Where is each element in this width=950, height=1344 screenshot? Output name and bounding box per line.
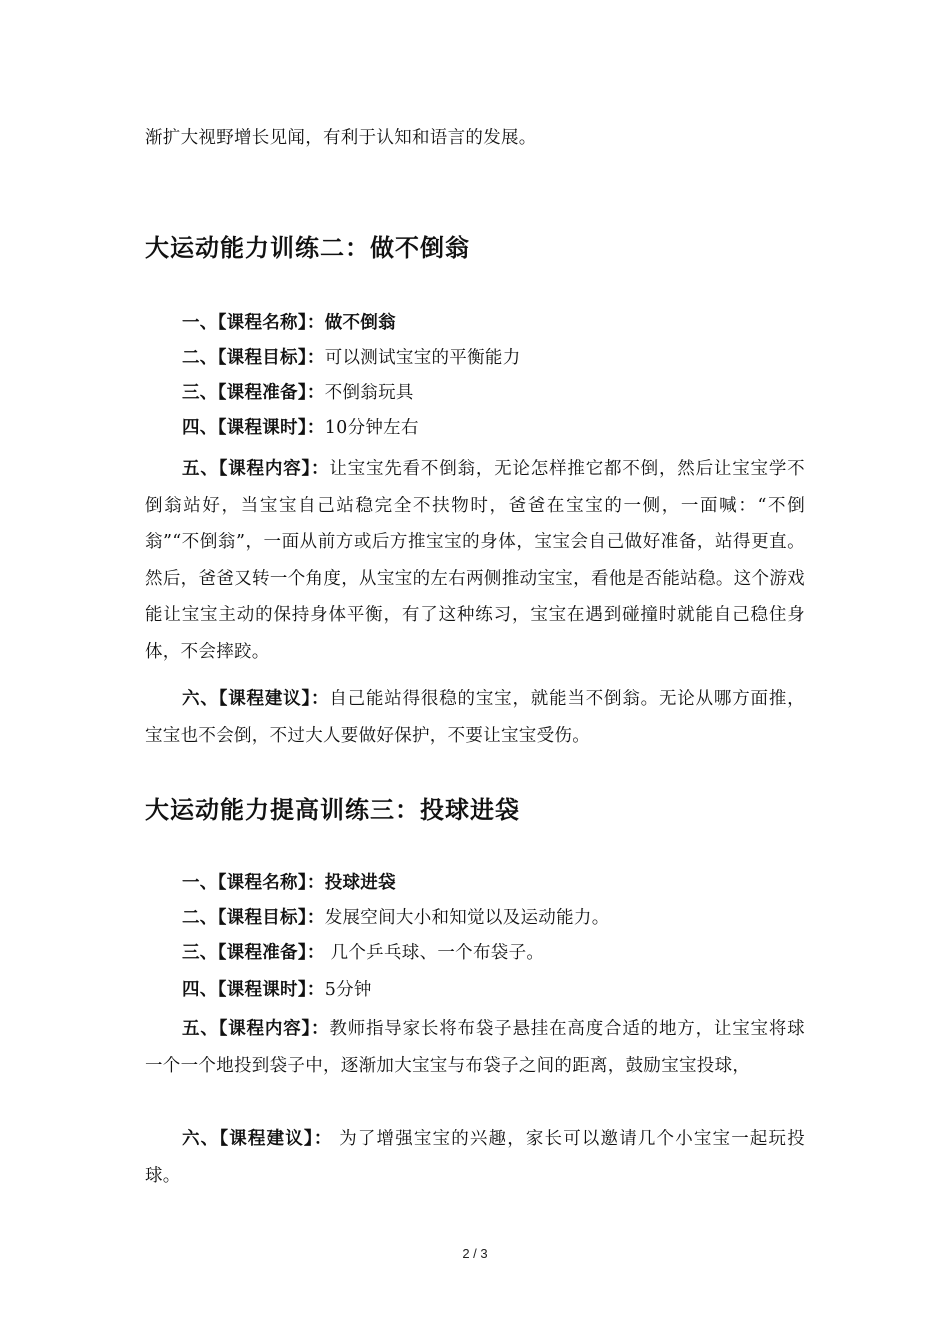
s2-course-content-value: 教师指导家长将布袋子悬挂在高度合适的地方，让宝宝将球一个一个地投到袋子中，逐渐加大宝宝与布袋子之间的距离，鼓励宝宝投球， xyxy=(145,1019,805,1076)
s2-course-prep xyxy=(145,937,805,971)
s2-course-advice xyxy=(145,1121,805,1195)
s1-course-content-label: 五、【课程内容】： xyxy=(182,459,330,479)
page-number: 2 / 3 xyxy=(462,1246,488,1261)
s1-course-content-value: 让宝宝先看不倒翁，无论怎样推它都不倒，然后让宝宝学不倒翁站好，当宝宝自己站稳完全不扶物时，爸爸在宝宝的一侧，一面喊：“不倒翁”“不倒翁”，一面从前方或后方推宝宝的身体，宝宝会自己做好准备，站得更直。然后，爸爸又转一个角度，从宝宝的左右两侧推动宝宝，看他是否能站稳。这个游戏能让宝宝主动的保持身体平衡，有了这种练习，宝宝在遇到碰撞时就能自己稳住身体，不会摔跤。 xyxy=(145,459,805,662)
s1-course-prep xyxy=(145,377,805,411)
s2-course-duration-value: 5分钟 xyxy=(324,980,372,1000)
s1-course-name-value: 做不倒翁 xyxy=(324,313,396,333)
s1-course-duration-label: 四、【课程课时】： xyxy=(182,418,325,438)
s2-course-duration-label: 四、【课程课时】： xyxy=(182,980,325,1000)
s2-course-duration xyxy=(145,974,805,1008)
s1-course-goal-value: 可以测试宝宝的平衡能力 xyxy=(324,348,521,368)
s1-course-advice xyxy=(145,681,805,755)
s2-course-goal-value: 发展空间大小和知觉以及运动能力。 xyxy=(324,908,610,928)
s2-course-goal xyxy=(145,902,805,936)
s2-course-prep-label: 三、【课程准备】： xyxy=(182,943,325,963)
s2-course-name-value: 投球进袋 xyxy=(324,873,396,893)
s1-course-content xyxy=(145,451,805,671)
s2-course-advice-value: 为了增强宝宝的兴趣，家长可以邀请几个小宝宝一起玩投球。 xyxy=(145,1129,805,1186)
s1-course-goal xyxy=(145,342,805,376)
section-1-title: 大运动能力训练二：做不倒翁 xyxy=(145,234,470,262)
s1-course-duration xyxy=(145,412,805,446)
s1-course-prep-value: 不倒翁玩具 xyxy=(324,383,414,403)
s1-course-advice-label: 六、【课程建议】： xyxy=(182,689,330,709)
intro-paragraph: 渐扩大视野增长见闻，有利于认知和语言的发展。 xyxy=(145,128,537,148)
section-2-title: 大运动能力提高训练三：投球进袋 xyxy=(145,796,520,824)
s2-course-name-label: 一、【课程名称】： xyxy=(182,873,325,893)
s1-course-name xyxy=(145,307,805,341)
s1-course-name-label: 一、【课程名称】： xyxy=(182,313,325,333)
s2-course-content xyxy=(145,1011,805,1085)
s2-course-name xyxy=(145,867,805,901)
s2-course-content-label: 五、【课程内容】： xyxy=(182,1019,330,1039)
s1-course-duration-value: 10分钟左右 xyxy=(324,418,419,438)
s2-course-prep-value: 几个乒乓球、一个布袋子。 xyxy=(324,943,545,963)
s1-course-goal-label: 二、【课程目标】： xyxy=(182,348,325,368)
s1-course-advice-value: 自己能站得很稳的宝宝，就能当不倒翁。无论从哪方面推，宝宝也不会倒，不过大人要做好保护，不要让宝宝受伤。 xyxy=(145,689,805,746)
s1-course-prep-label: 三、【课程准备】： xyxy=(182,383,325,403)
s2-course-advice-label: 六、【课程建议】： xyxy=(182,1129,333,1149)
s2-course-goal-label: 二、【课程目标】： xyxy=(182,908,325,928)
